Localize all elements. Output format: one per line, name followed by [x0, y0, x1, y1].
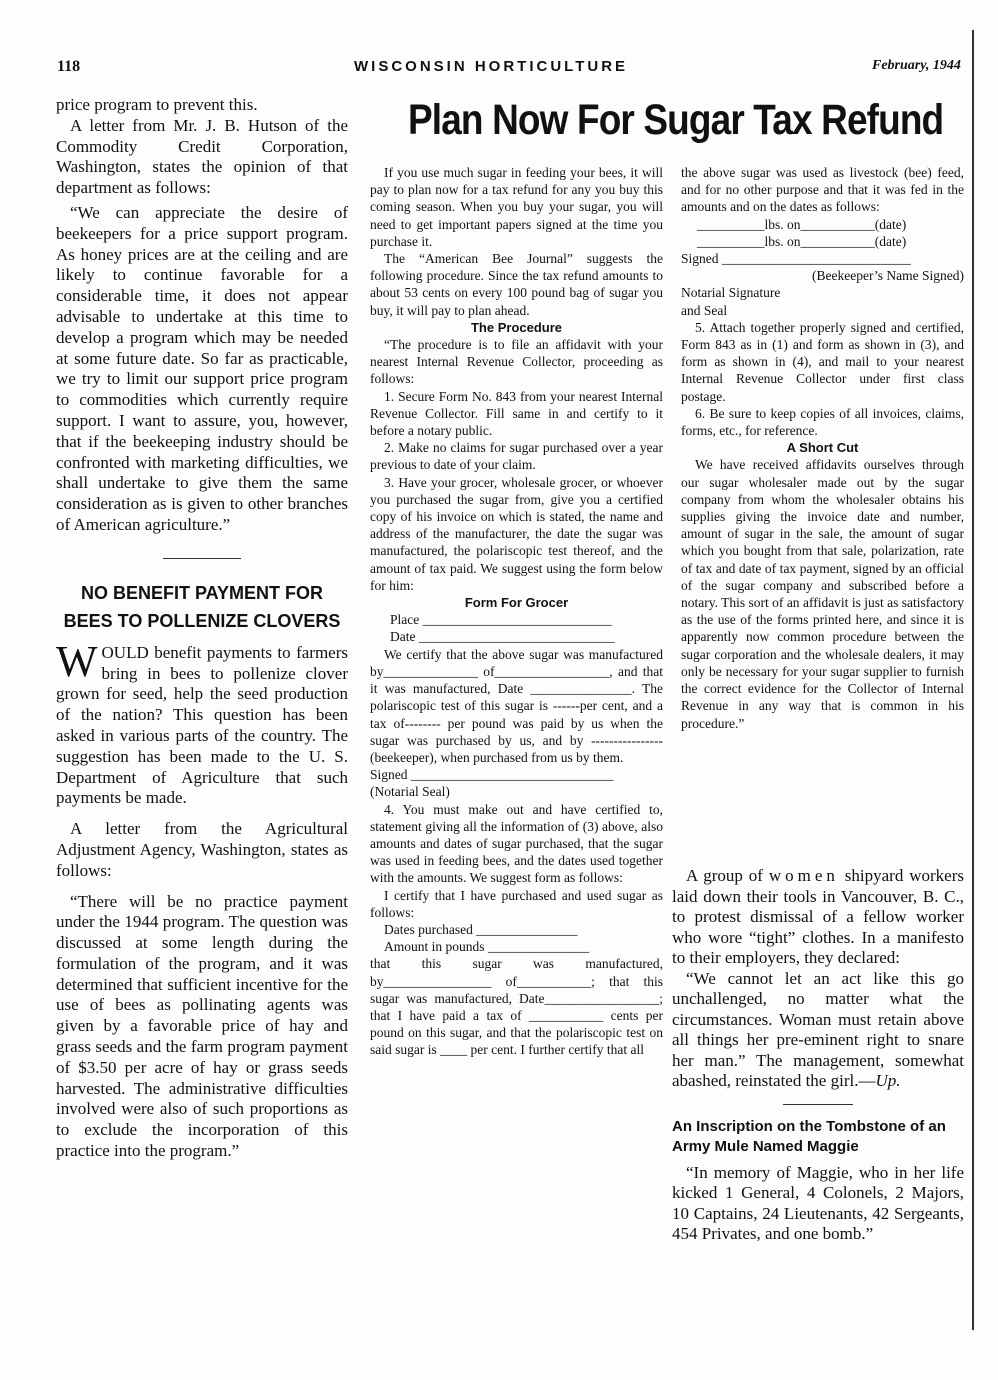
text: A group of — [686, 866, 769, 885]
quote-paragraph: “There will be no practice payment under the 1944 program. The question was discussed at some length during the formulation of the program, and it was determined that sufficient incentive for the use of bees as pollinating agents was given by a favorable price of hay and grass seeds and the farm program payment of $3.50 per acre of hay or grass seeds harvested. The administrative difficulties involved were also of such proportions as to exclude the incorporation of this practice into the program.” — [56, 891, 348, 1161]
column-3 — [681, 164, 964, 732]
notarial-seal: (Notarial Seal) — [370, 784, 450, 800]
procedure-heading: The Procedure — [470, 319, 563, 335]
section-heading: An Inscription on the Tombstone of an Army Mule Named Maggie — [672, 1117, 946, 1155]
section-divider — [783, 1104, 853, 1105]
paragraph: price program to prevent this. — [56, 95, 258, 114]
column-2 — [370, 164, 663, 1059]
paragraph: A letter from the Agricultural Adjustment Agency, Washington, states as follows: — [56, 819, 348, 880]
news-paragraph — [672, 969, 964, 1092]
page-number: 118 — [57, 58, 81, 75]
intro-paragraph: If you use much sugar in feeding your bees, it will pay to plan now for a tax refund for any you buy this coming season. When you buy your sugar, you will need to get important papers signed at the time you purchase it. — [370, 165, 663, 249]
date-line: __________lbs. on___________(date) — [697, 233, 907, 249]
page-edge-rule — [972, 30, 974, 1330]
form-certification: We certify that the above sugar was manufactured by______________ of_________________, and that it was manufactured, Date _______________. The polariscopic test of this sugar is ------per cent, and a tax of-------- per pound was paid by us when the sugar was purchased by us, and by ---------------- (beekeeper), when purchased from us by them. — [370, 646, 663, 765]
step-5: 5. Attach together properly signed and certified, Form 843 as in (1) and form as shown in (3), and form as shown in (4), and mail to your nearest Internal Revenue Collector under first class postage. — [681, 319, 964, 404]
paragraph: A letter from Mr. J. B. Hutson of the Commodity Credit Corporation, Washington, states the opinion of that department as follows: — [56, 115, 348, 198]
step-4: 4. You must make out and have certified to, statement giving all the information of (3) above, also amounts and dates of sugar purchased, that the sugar was used in feeding bees, and the dates used together with the amounts. We suggest form as follows: — [370, 801, 663, 886]
source-credit: Up. — [875, 1071, 901, 1090]
news-paragraph — [672, 866, 964, 969]
step-6: 6. Be sure to keep copies of all invoices, claims, forms, etc., for reference. — [681, 405, 964, 439]
certificate-intro: I certify that I have purchased and used sugar as follows: — [370, 887, 663, 920]
signed-line: Signed ____________________________ — [681, 251, 911, 267]
section-divider — [163, 558, 241, 559]
paragraph-text: OULD benefit payments to farmers bring in bees to pollenize clover grown for seed, help the seed production of the nation? This question has been asked in various parts of the country. The suggestion has been made to the U. S. Department of Agriculture that such payments be made. — [56, 642, 348, 808]
paragraph: “In memory of Maggie, who in her life kicked 1 General, 4 Colonels, 2 Majors, 10 Captains, 24 Lieutenants, 42 Sergeants, 454 Privates, and one bomb.” — [672, 1162, 964, 1243]
paragraph: the above sugar was used as livestock (bee) feed, and for no other purpose and that it was fed in the amounts and on the dates as follows: — [681, 165, 964, 215]
text: shipyard workers laid down their tools in Vancouver, B. C., to protest dismissal of a fellow worker who wore “tight” clothes. In a manifesto to their employers, they declared: — [672, 866, 964, 967]
signed-caption: (Beekeeper’s Name Signed) — [812, 268, 964, 284]
drop-cap: W — [56, 636, 98, 686]
paragraph — [56, 636, 348, 809]
notarial-signature: Notarial Signature — [681, 285, 781, 301]
short-cut-heading: A Short Cut — [786, 440, 859, 456]
certificate-dates-line: Dates purchased _______________ — [384, 921, 578, 937]
form-signed-line: Signed ______________________________ — [370, 767, 614, 783]
form-place-line: Place ____________________________ — [390, 612, 612, 628]
form-heading: Form For Grocer — [464, 595, 569, 611]
certificate-body: that this sugar was manufactured, by________________ of___________; that this sugar was manufactured, Date_________________; that I have paid a tax of ___________ cents per pound on this sugar, and that the polariscopic test on said sugar is ____ per cent. I further certify that all — [370, 956, 663, 1058]
form-date-line: Date _____________________________ — [390, 629, 615, 645]
step-1: 1. Secure Form No. 843 from your nearest Internal Revenue Collector. Fill same in and certify to it before a notary public. — [370, 388, 663, 439]
paragraph: “The procedure is to file an affidavit with your nearest Internal Revenue Collector, proceeding as follows: — [370, 337, 663, 387]
issue-date: February, 1944 — [872, 58, 961, 73]
journal-title: WISCONSIN HORTICULTURE — [354, 58, 629, 75]
column-1 — [56, 95, 348, 1162]
certificate-amount-line: Amount in pounds _______________ — [384, 939, 590, 955]
column-3-lower — [672, 866, 964, 1245]
date-line: __________lbs. on___________(date) — [697, 216, 907, 232]
quote-paragraph: “We can appreciate the desire of beekeepers for a price support program. As honey prices are at the ceiling and are likely to continue favorable for a considerable time, it does not appear advisable to undertake at this time to develop a program which may be needed at some future date. So far as practicable, we try to limit our support price program to commodities which currently require support. I want to assure, you, however, that if the beekeeping industry should be confronted with marketing difficulties, we shall undertake to give them the same consideration as is given to other branches of American agriculture.” — [56, 202, 348, 534]
step-3: 3. Have your grocer, wholesale grocer, or whoever you purchased the sugar from, give you a certified copy of his invoice on which is stated, the name and address of the manufacturer, the date the sugar was manufactured, the polariscopic test thereof, and the amount of tax paid. We suggest using the form below for him: — [370, 474, 663, 593]
spaced-word: women — [768, 866, 839, 885]
text: “We cannot let an act like this go unchallenged, no matter what the circumstances. Woman must retain above all things her pre-eminent right to snare her man.” The management, somewhat abashed, reinstated the girl.— — [672, 968, 964, 1090]
notarial-seal: and Seal — [681, 302, 728, 318]
step-2: 2. Make no claims for sugar purchased over a year previous to date of your claim. — [370, 440, 663, 473]
article-title: Plan Now For Sugar Tax Refund — [408, 96, 944, 144]
paragraph: We have received affidavits ourselves through our sugar wholesaler made out by the sugar company from whom the wholesaler obtains his supplies giving the invoice date and number, amount of sugar in the sale, the amount of sugar which you bought from that sale, polarization, rate of tax and date of tax payment, signed by an official of the sugar company and subscribed before a notary. This sort of an affidavit is just as satisfactory as the use of the forms printed here, and since it is apparently now common procedure between the sugar corporation and the wholesale dealers, it may only be necessary for your sugar supplier to furnish the correct evidence for the Collector of Internal Revenue in any way that is common in his procedure.” — [681, 457, 964, 731]
paragraph: The “American Bee Journal” suggests the following procedure. Since the tax refund amounts to about 53 cents on every 100 pound bag of sugar you buy, it will pay to plan ahead. — [370, 251, 663, 318]
section-heading: NO BENEFIT PAYMENT FOR BEES TO POLLENIZE CLOVERS — [63, 582, 341, 631]
